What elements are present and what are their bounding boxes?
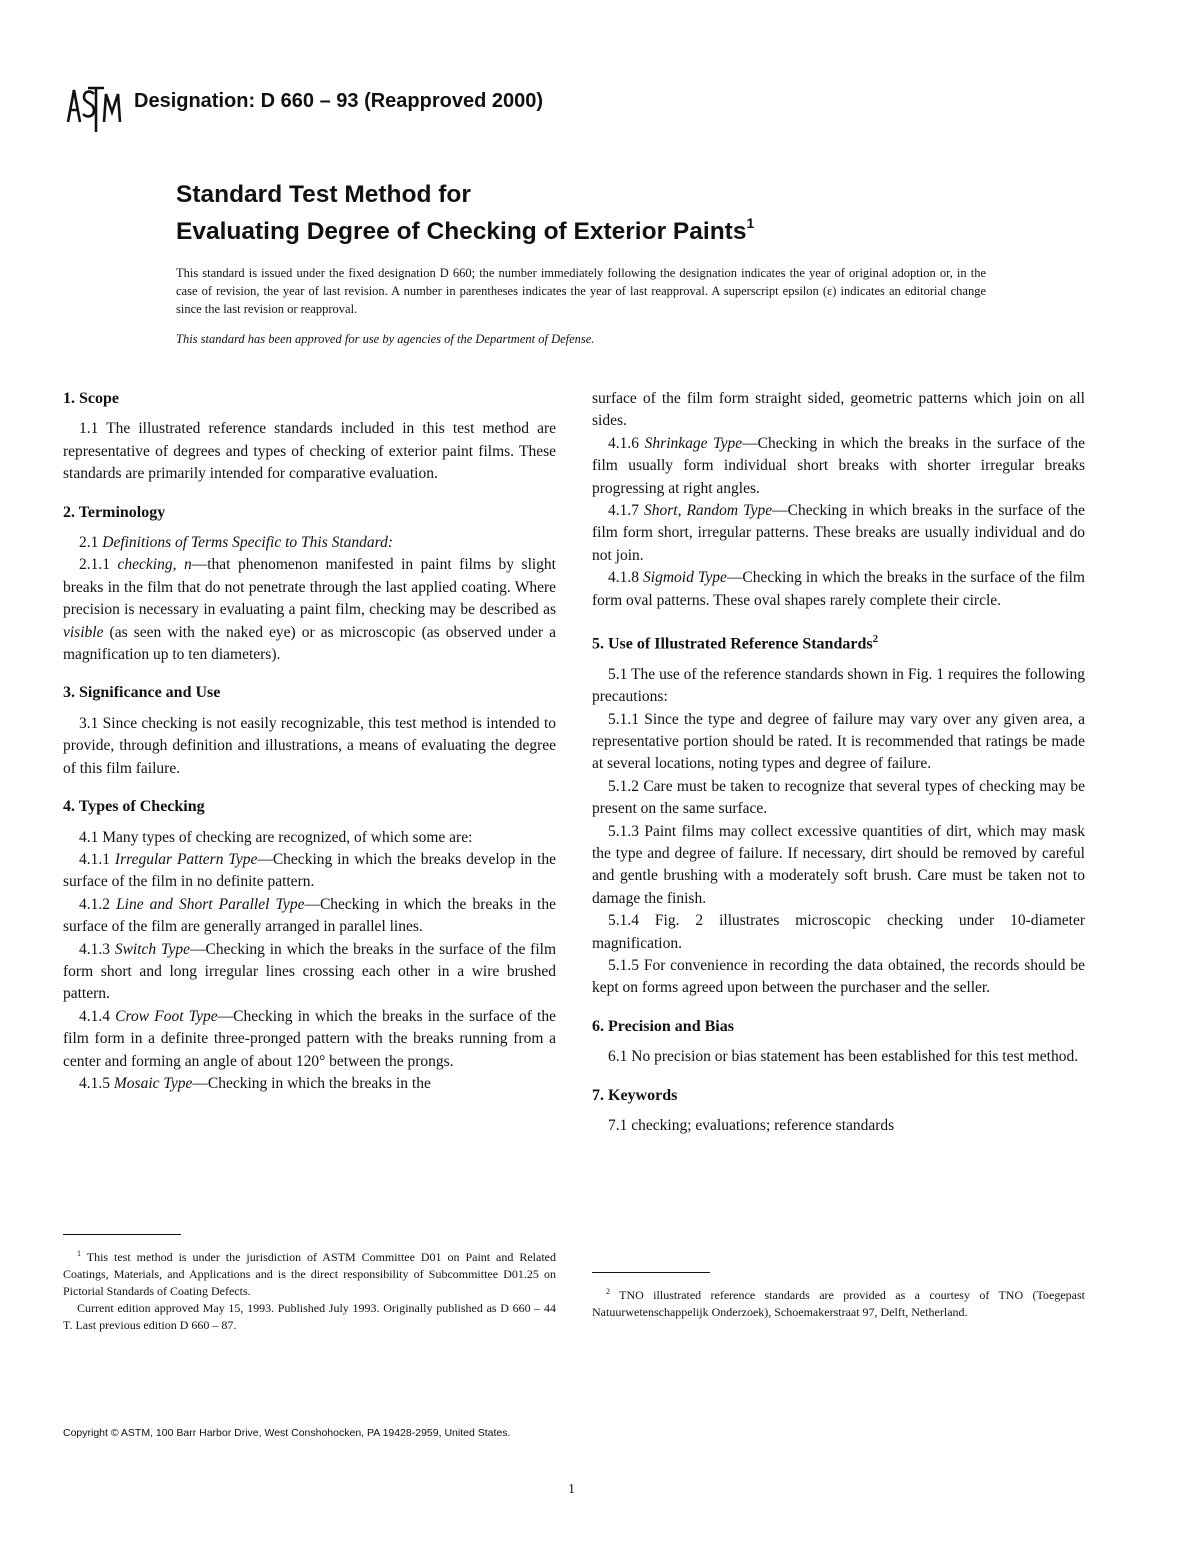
para-7-1: 7.1 checking; evaluations; reference standards (608, 1117, 895, 1135)
type-text: —Checking in which the breaks in the surface of the film usually form individual short breaks with shorter irregular breaks progressing at right angles. (592, 434, 1085, 497)
type-name: Line and Short Parallel Type (116, 895, 305, 913)
para-6-1: 6.1 No precision or bias statement has been established for this test method. (608, 1048, 1079, 1066)
para-4-1-2 (63, 894, 556, 939)
footnote-rule (592, 1272, 710, 1273)
para-num: 4.1.6 (608, 434, 645, 452)
para-num: 4.1.8 (608, 569, 644, 587)
footnote-marker: 1 (77, 1249, 81, 1258)
section-heading-precision: 6. Precision and Bias (592, 1017, 734, 1035)
para-5-1-3: 5.1.3 Paint films may collect excessive quantities of dirt, which may mask the type and degree of failure. If necessary, dirt should be removed by careful and gentle brushing with a moderately soft brush. Care must be taken not to damage the finish. (592, 822, 1085, 907)
section-heading-use (592, 628, 1085, 656)
issued-statement: This standard is issued under the fixed designation D 660; the number immediately following the designation indicates the year of original adoption or, in the case of revision, the year of last revision. A number in parentheses indicates the year of last reapproval. A superscript epsilon (ε) indicates an editorial change since the last revision or reapproval. (176, 266, 986, 316)
para-5-1-5: 5.1.5 For convenience in recording the data obtained, the records should be kept on forms agreed upon between the purchaser and the seller. (592, 957, 1085, 997)
dod-approval-statement: This standard has been approved for use by agencies of the Department of Defense. (176, 332, 595, 346)
footnote-2-text: TNO illustrated reference standards are provided as a courtesy of TNO (Toegepast Natuurwetenschappelijk Onderzoek), Schoemakerstraat 97, Delft, Netherland. (592, 1288, 1085, 1319)
term-checking: checking, n (117, 556, 192, 574)
footnote-2 (592, 1283, 1085, 1321)
type-text: —Checking in which the breaks in the surface of the film are generally arranged in parallel lines. (63, 895, 556, 936)
definition-text-cont: (as seen with the naked eye) or as microscopic (as observed under a magnification up to ten diameters). (63, 623, 556, 664)
para-2-1 (63, 532, 556, 554)
type-text: —Checking in which the breaks in the surface of the film form in a definite three-pronged pattern with the breaks running from a center and forming an angle of about 120° between the prongs. (63, 1007, 556, 1070)
type-text: —Checking in which the breaks develop in the surface of the film in no definite pattern. (63, 850, 557, 891)
para-5-1-2: 5.1.2 Care must be taken to recognize that several types of checking may be present on the same surface. (592, 777, 1085, 818)
heading-text: 5. Use of Illustrated Reference Standards (592, 635, 873, 653)
type-text: —Checking in which the breaks in the (192, 1074, 431, 1092)
para-4-1-5 (63, 1073, 556, 1095)
para-num: 4.1.4 (79, 1007, 116, 1025)
title-line-2 (176, 210, 1096, 247)
para-5-1: 5.1 The use of the reference standards shown in Fig. 1 requires the following precautions: (592, 665, 1085, 706)
section-heading-significance: 3. Significance and Use (63, 684, 221, 702)
type-text: —Checking in which the breaks in the surface of the film form oval patterns. These oval shapes rarely complete their circle. (592, 569, 1085, 609)
copyright-notice: Copyright © ASTM, 100 Barr Harbor Drive, West Conshohocken, PA 19428-2959, United States. (63, 1427, 511, 1439)
para-num: 4.1.3 (79, 940, 115, 958)
type-name: Sigmoid Type (643, 569, 727, 587)
para-2-1-1 (63, 554, 556, 666)
page-number: 1 (568, 1482, 575, 1497)
type-text: —Checking in which breaks in the surface of the film form short, irregular patterns. These breaks are usually individual and do not join. (592, 502, 1085, 564)
left-column (63, 388, 556, 1095)
section-heading-terminology: 2. Terminology (63, 503, 166, 521)
para-4-1-7 (592, 500, 1085, 567)
section-heading-types: 4. Types of Checking (63, 798, 205, 816)
footnotes-left (63, 1220, 556, 1334)
type-name: Mosaic Type (113, 1074, 193, 1092)
para-4-1-6 (592, 433, 1085, 500)
para-4-1-1 (63, 849, 556, 894)
footnote-marker: 2 (872, 633, 879, 646)
right-column (592, 388, 1085, 1138)
type-text: —Checking in which the breaks in the surface of the film form short and long irregular lines crossing each other in a wire brushed pattern. (63, 940, 557, 1003)
para-num: 4.1.2 (79, 895, 117, 913)
para-5-1-1: 5.1.1 Since the type and degree of failure may vary over any given area, a representative portion should be rated. It is recommended that ratings be made at several locations, noting types and degree of failure. (592, 710, 1085, 773)
section-heading-keywords: 7. Keywords (592, 1086, 678, 1104)
type-name: Short, Random Type (644, 502, 773, 520)
para-2-1-title: Definitions of Terms Specific to This Standard: (102, 534, 394, 552)
para-4-1-5-cont: surface of the film form straight sided, geometric patterns which join on all sides. (592, 390, 1085, 430)
para-4-1-8 (592, 567, 1085, 612)
title-line-1: Standard Test Method for (176, 181, 471, 208)
para-3-1: 3.1 Since checking is not easily recognizable, this test method is intended to provide, through definition and illustrations, a means of evaluating the degree of this film failure. (63, 714, 556, 777)
section-heading-scope: 1. Scope (63, 390, 119, 407)
para-5-1-4: 5.1.4 Fig. 2 illustrates microscopic checking under 10-diameter magnification. (592, 912, 1085, 952)
definition-text: —that phenomenon manifested in paint films by slight breaks in the film that do not penetrate through the last applied coating. Where precision is necessary in evaluating a paint film, checking may be described as (63, 556, 556, 619)
para-num: 2.1.1 (79, 556, 118, 574)
footnote-1-edition: Current edition approved May 15, 1993. Published July 1993. Originally published as D 660 – 44 T. Last previous edition D 660 – 87. (63, 1301, 556, 1332)
term-visible: visible (63, 623, 104, 641)
type-name: Irregular Pattern Type (114, 850, 258, 868)
para-4-1: 4.1 Many types of checking are recognized, of which some are: (79, 828, 473, 846)
para-1-1: 1.1 The illustrated reference standards included in this test method are representative of degrees and types of checking of exterior paint films. These standards are primarily intended for comparative evaluation. (63, 420, 556, 483)
title-text: Evaluating Degree of Checking of Exterior Paints (176, 218, 747, 246)
para-4-1-4 (63, 1006, 556, 1073)
para-4-1-3 (63, 939, 556, 1006)
para-num: 4.1.7 (608, 502, 644, 520)
para-num: 4.1.1 (79, 850, 115, 868)
para-num: 4.1.5 (79, 1074, 114, 1092)
type-name: Crow Foot Type (115, 1007, 218, 1025)
footnote-1 (63, 1245, 556, 1300)
title-block (176, 180, 1096, 247)
footnotes-right (592, 1258, 1085, 1321)
footnote-1-text: This test method is under the jurisdiction of ASTM Committee D01 on Paint and Related Coatings, Materials, and Applications and is the direct responsibility of Subcommittee D01.25 on Pictorial Standards of Coating Defects. (63, 1250, 556, 1298)
footnote-marker: 2 (606, 1287, 610, 1296)
astm-logo (64, 82, 124, 138)
type-name: Shrinkage Type (644, 434, 743, 452)
type-name: Switch Type (114, 940, 190, 958)
title-footnote-ref: 1 (746, 215, 755, 231)
para-num: 2.1 (79, 534, 103, 552)
footnote-rule (63, 1234, 181, 1235)
designation: Designation: D 660 – 93 (Reapproved 2000) (134, 90, 544, 112)
